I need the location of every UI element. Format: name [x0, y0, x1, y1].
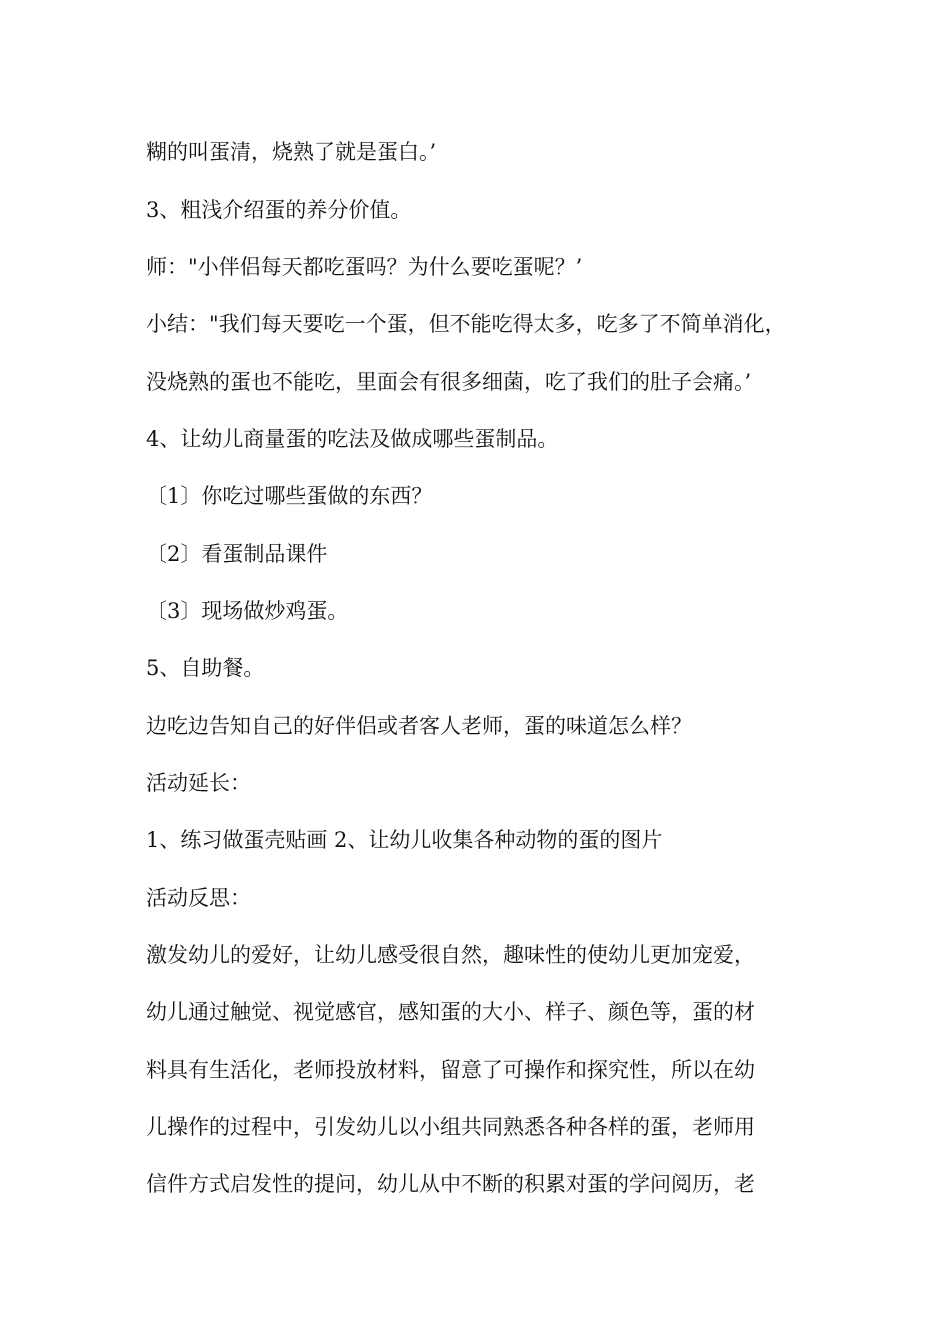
- text-line: 1、练习做蛋壳贴画 2、让幼儿收集各种动物的蛋的图片: [146, 828, 663, 852]
- text-line: 糊的叫蛋清，烧熟了就是蛋白。’: [146, 140, 437, 164]
- text-line: 料具有生活化，老师投放材料，留意了可操作和探究性，所以在幼: [146, 1058, 755, 1082]
- text-line: 儿操作的过程中，引发幼儿以小组共同熟悉各种各样的蛋，老师用: [146, 1115, 755, 1139]
- text-line: 〔1〕你吃过哪些蛋做的东西？: [146, 484, 433, 508]
- text-line: 活动延长：: [146, 771, 251, 795]
- text-line: 没烧熟的蛋也不能吃，里面会有很多细菌，吃了我们的肚子会痛。’: [146, 370, 752, 394]
- text-line: 〔3〕现场做炒鸡蛋。: [146, 599, 349, 623]
- text-line: 〔2〕看蛋制品课件: [146, 542, 328, 566]
- text-line: 师："小伴侣每天都吃蛋吗？为什么要吃蛋呢？’: [146, 255, 583, 279]
- text-line: 活动反思：: [146, 886, 251, 910]
- text-line: 5、自助餐。: [146, 656, 265, 680]
- text-line: 信件方式启发性的提问，幼儿从中不断的积累对蛋的学问阅历，老: [146, 1172, 755, 1196]
- text-line: 小结："我们每天要吃一个蛋，但不能吃得太多，吃多了不简单消化，: [146, 312, 786, 336]
- text-line: 4、让幼儿商量蛋的吃法及做成哪些蛋制品。: [146, 427, 559, 451]
- text-line: 幼儿通过触觉、视觉感官，感知蛋的大小、样子、颜色等，蛋的材: [146, 1000, 755, 1024]
- text-line: 3、粗浅介绍蛋的养分价值。: [146, 198, 412, 222]
- text-line: 激发幼儿的爱好，让幼儿感受很自然，趣味性的使幼儿更加宠爱，: [146, 943, 755, 967]
- text-line: 边吃边告知自己的好伴侣或者客人老师，蛋的味道怎么样？: [146, 714, 692, 738]
